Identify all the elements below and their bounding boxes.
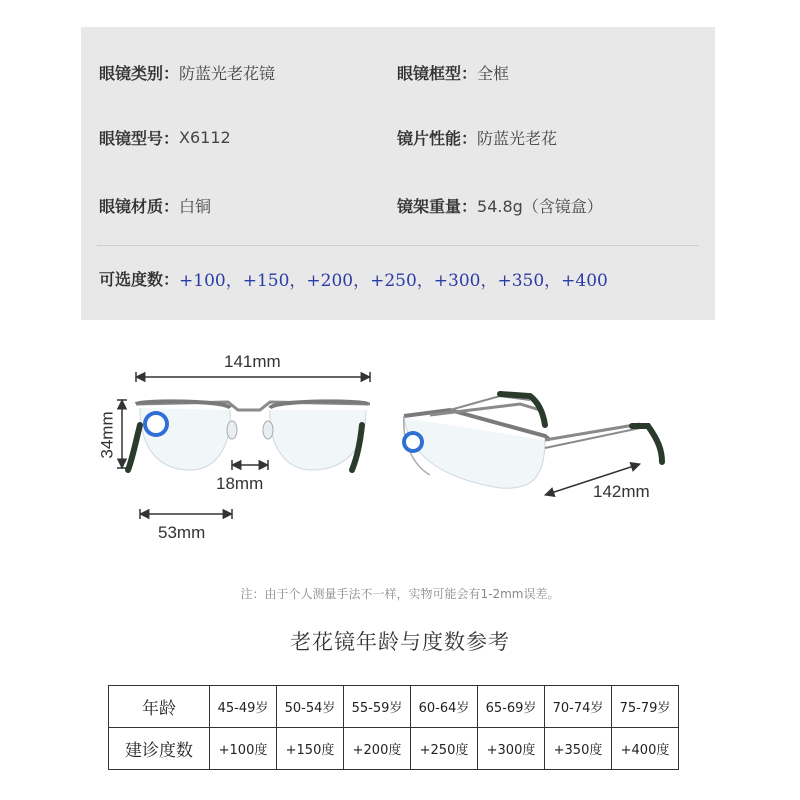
category-label: 眼镜类别： [99,64,180,83]
age-header: 年龄 [109,686,210,728]
model-value: X6112 [179,128,231,147]
spec-lens [397,126,557,149]
front-view-glasses [128,401,370,470]
lens-value: 防蓝光老花 [477,129,558,148]
material-label: 眼镜材质： [99,197,180,216]
spec-category [99,61,275,84]
degree-cell: +150度 [277,728,344,770]
degree-cell: +300度 [478,728,545,770]
glasses-drawing [0,330,800,560]
reference-table [108,685,679,770]
degree-header: 建诊度数 [109,728,210,770]
spec-frame-type [397,61,509,84]
age-cell: 55-59岁 [344,686,411,728]
measurement-note: 注：由于个人测量手法不一样，实物可能会有1-2mm误差。 [240,587,560,601]
dim-lens-width: 53mm [158,523,206,542]
glasses-illustration [0,330,800,560]
degrees-value: +100，+150，+200，+250，+300，+350，+400 [179,271,608,291]
table-row-degree [109,728,679,770]
lens-label: 镜片性能： [397,129,478,148]
degree-cell: +250度 [411,728,478,770]
category-value: 防蓝光老花镜 [179,64,276,83]
material-value: 白铜 [179,197,212,216]
age-cell: 75-79岁 [612,686,679,728]
degree-cell: +200度 [344,728,411,770]
dim-temple-length: 142mm [593,482,650,501]
weight-label: 镜架重量： [397,197,478,216]
spec-weight [397,194,603,217]
age-cell: 45-49岁 [210,686,277,728]
dim-bridge: 18mm [216,474,264,493]
frame-type-label: 眼镜框型： [397,64,478,83]
degree-cell: +100度 [210,728,277,770]
spec-model [99,126,231,149]
model-label: 眼镜型号： [99,129,180,148]
dim-total-width: 141mm [224,352,281,371]
frame-type-value: 全框 [477,64,510,83]
degree-cell: +400度 [612,728,679,770]
spec-divider [97,245,699,246]
age-cell: 70-74岁 [545,686,612,728]
spec-degrees [99,266,608,291]
age-cell: 60-64岁 [411,686,478,728]
age-cell: 50-54岁 [277,686,344,728]
degree-cell: +350度 [545,728,612,770]
age-cell: 65-69岁 [478,686,545,728]
reference-title: 老花镜年龄与度数参考 [290,630,510,654]
spec-panel [81,27,715,320]
dim-height: 34mm [97,411,117,459]
weight-value: 54.8g（含镜盒） [477,197,603,216]
degrees-label: 可选度数： [99,270,180,289]
table-row-age [109,686,679,728]
spec-material [99,194,211,217]
side-view-glasses [402,394,662,488]
